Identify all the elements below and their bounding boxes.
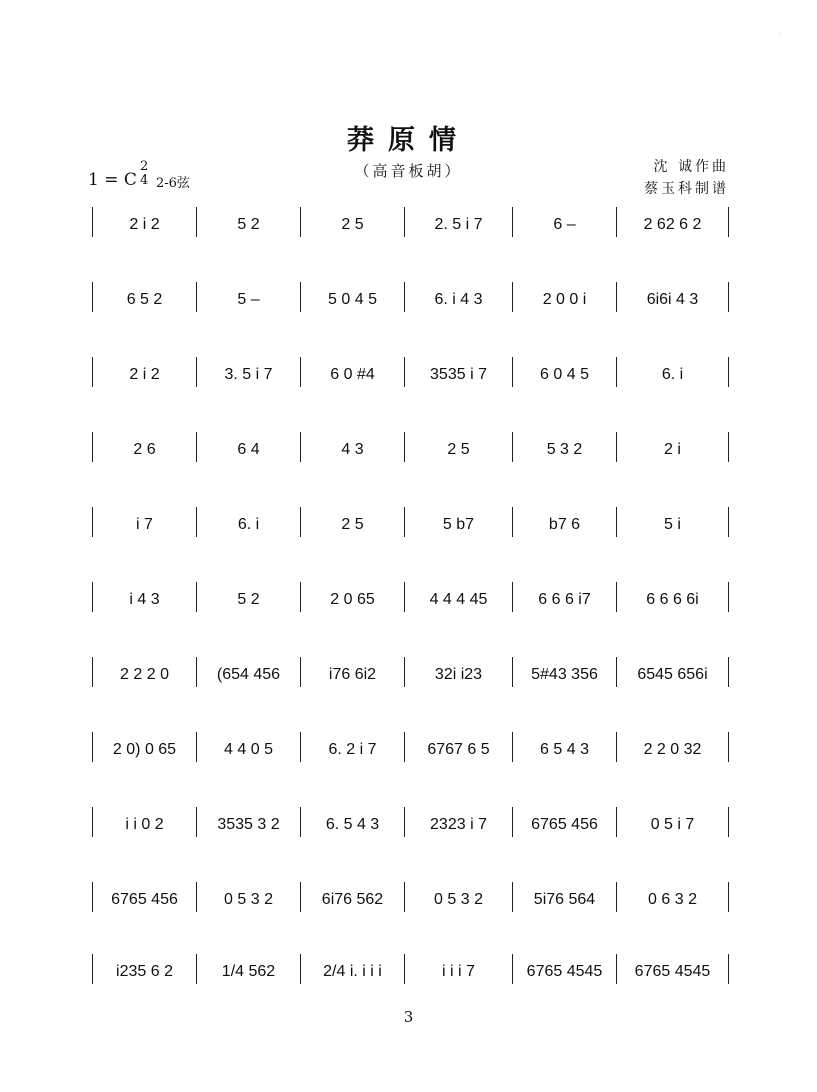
measure: [513, 505, 616, 545]
measure: [301, 205, 404, 245]
measure-notes: 6765 4545: [634, 963, 711, 980]
measure-notes: 0 5 3 2: [224, 891, 273, 908]
measure: [513, 880, 616, 920]
measure-notes: 6 0 4 5: [540, 366, 589, 383]
notation-row: [92, 580, 728, 620]
measure-notes: 2 5: [341, 216, 364, 233]
measure: [617, 355, 728, 395]
measure: [617, 805, 728, 845]
measure-notes: 6 4: [237, 441, 260, 458]
measure: [405, 205, 512, 245]
measure: [197, 805, 300, 845]
measure-notes: 5 i: [664, 516, 681, 533]
measure-notes: 2323 i 7: [430, 816, 487, 833]
notation-row: [92, 805, 728, 845]
measure: [93, 880, 196, 920]
barline: [728, 357, 729, 387]
notation-row: [92, 355, 728, 395]
measure: [197, 730, 300, 770]
measure-notes: 2 2 0 32: [643, 741, 702, 758]
measure-notes: 6. 5 4 3: [325, 816, 380, 833]
composer-credit: 沈 诚作曲: [653, 159, 729, 175]
measure-notes: 6765 456: [531, 816, 598, 833]
measure-notes: 5#43 356: [531, 666, 598, 683]
measure-notes: i 7: [136, 516, 153, 533]
measure: [301, 580, 404, 620]
measure: [197, 880, 300, 920]
measure: [513, 355, 616, 395]
measure: [197, 280, 300, 320]
measure: [617, 655, 728, 695]
measure-notes: 6767 6 5: [427, 741, 490, 758]
measure-notes: 2/4 i. i i i: [323, 963, 382, 980]
measure: [405, 505, 512, 545]
measure: [405, 280, 512, 320]
measure-notes: 2 i 2: [129, 366, 160, 383]
measure: [405, 655, 512, 695]
measure-notes: 5 2: [237, 591, 260, 608]
measure-notes: 6545 656i: [637, 666, 708, 683]
measure-notes: 6765 4545: [526, 963, 603, 980]
measure: [197, 505, 300, 545]
measure-notes: i235 6 2: [116, 963, 173, 980]
measure: [301, 952, 404, 992]
measure: [405, 580, 512, 620]
measure-notes: 5i76 564: [533, 891, 596, 908]
barline: [728, 954, 729, 984]
measure-notes: 5 –: [237, 291, 260, 308]
measure-notes: 0 5 i 7: [650, 816, 695, 833]
measure: [93, 580, 196, 620]
measure-notes: 2 i 2: [129, 216, 160, 233]
notation-row: [92, 205, 728, 245]
measure-notes: 4 3: [341, 441, 364, 458]
measure: [617, 952, 728, 992]
measure: [405, 880, 512, 920]
measure: [197, 655, 300, 695]
measure-notes: 6i76 562: [321, 891, 384, 908]
measure-notes: 5 b7: [442, 516, 475, 533]
measure: [93, 280, 196, 320]
measure: [197, 580, 300, 620]
measure: [93, 505, 196, 545]
measure: [405, 430, 512, 470]
measure-notes: 6 6 6 6i: [646, 591, 699, 608]
measure-notes: 6. i 4 3: [434, 291, 483, 308]
measure-notes: i76 6i2: [328, 666, 377, 683]
measure-notes: 6i6i 4 3: [646, 291, 699, 308]
notation-row: [92, 280, 728, 320]
measure: [197, 430, 300, 470]
measure-notes: 2 i: [664, 441, 681, 458]
measure-notes: 6. 2 i 7: [328, 741, 377, 758]
measure: [301, 730, 404, 770]
measure: [197, 952, 300, 992]
measure: [513, 280, 616, 320]
measure-notes: 4 4 0 5: [224, 741, 273, 758]
measure: [301, 805, 404, 845]
measure-notes: 1/4 562: [221, 963, 276, 980]
time-signature: [140, 160, 148, 188]
key-signature: 1 = C: [88, 170, 137, 190]
piece-title: 莽原情: [347, 125, 470, 156]
measure: [301, 355, 404, 395]
measure: [405, 952, 512, 992]
measure: [93, 430, 196, 470]
measure-notes: 3535 i 7: [430, 366, 487, 383]
barline: [728, 732, 729, 762]
measure: [405, 805, 512, 845]
measure-notes: 6 –: [553, 216, 576, 233]
measure-notes: b7 6: [548, 516, 581, 533]
measure-notes: 6765 456: [111, 891, 178, 908]
measure: [617, 505, 728, 545]
measure: [93, 355, 196, 395]
measure: [301, 280, 404, 320]
notation-row: [92, 880, 728, 920]
measure: [301, 430, 404, 470]
measure: [513, 655, 616, 695]
measure-notes: 0 6 3 2: [648, 891, 697, 908]
measure: [197, 205, 300, 245]
notation-row: [92, 505, 728, 545]
measure-notes: 5 3 2: [546, 441, 583, 458]
measure-notes: 6 5 2: [126, 291, 163, 308]
string-tuning: 2-6弦: [156, 176, 190, 191]
measure: [513, 952, 616, 992]
notation-row: [92, 430, 728, 470]
measure-notes: 2 5: [447, 441, 470, 458]
measure-notes: 2 62 6 2: [643, 216, 702, 233]
measure-notes: 2 6: [133, 441, 156, 458]
measure-notes: 2 0 65: [330, 591, 375, 608]
measure-notes: 5 0 4 5: [328, 291, 377, 308]
notation-row: [92, 952, 728, 992]
measure-notes: 2 5: [341, 516, 364, 533]
barline: [728, 282, 729, 312]
measure: [513, 430, 616, 470]
measure: [301, 655, 404, 695]
measure: [93, 952, 196, 992]
transcriber-credit: 蔡玉科制谱: [644, 181, 729, 197]
measure: [617, 280, 728, 320]
measure-notes: 3535 3 2: [217, 816, 280, 833]
measure: [93, 205, 196, 245]
measure-notes: 3. 5 i 7: [224, 366, 273, 383]
measure: [405, 355, 512, 395]
measure-notes: (654 456: [216, 666, 281, 683]
measure-notes: 6 0 #4: [330, 366, 375, 383]
measure: [93, 655, 196, 695]
measure: [513, 805, 616, 845]
measure: [301, 880, 404, 920]
measure-notes: 2 0) 0 65: [112, 741, 177, 758]
measure-notes: 4 4 4 45: [429, 591, 488, 608]
barline: [728, 207, 729, 237]
measure-notes: 2. 5 i 7: [434, 216, 483, 233]
page-number: 3: [403, 1008, 414, 1026]
measure-notes: i i 0 2: [125, 816, 164, 833]
barline: [728, 807, 729, 837]
measure: [617, 580, 728, 620]
time-signature-bottom: 4: [140, 173, 149, 188]
measure-notes: i i i 7: [442, 963, 475, 980]
measure: [617, 730, 728, 770]
measure-notes: 2 0 0 i: [542, 291, 587, 308]
barline: [728, 432, 729, 462]
measure: [513, 730, 616, 770]
measure-notes: 2 2 2 0: [120, 666, 169, 683]
measure: [513, 205, 616, 245]
measure-notes: 0 5 3 2: [434, 891, 483, 908]
barline: [728, 882, 729, 912]
measure-notes: 6 5 4 3: [540, 741, 589, 758]
measure: [93, 805, 196, 845]
measure: [93, 730, 196, 770]
notation-row: [92, 655, 728, 695]
measure-notes: 5 2: [237, 216, 260, 233]
measure-notes: 32i i23: [434, 666, 483, 683]
barline: [728, 582, 729, 612]
measure-notes: 6. i: [661, 366, 684, 383]
measure: [617, 205, 728, 245]
measure-notes: 6 6 6 i7: [538, 591, 591, 608]
measure: [301, 505, 404, 545]
barline: [728, 507, 729, 537]
measure: [617, 880, 728, 920]
measure: [513, 580, 616, 620]
measure-notes: i 4 3: [129, 591, 160, 608]
measure: [197, 355, 300, 395]
measure: [405, 730, 512, 770]
time-signature-top: 2: [140, 159, 149, 174]
notation-row: [92, 730, 728, 770]
instrument-subtitle: （高音板胡）: [354, 162, 463, 180]
measure-notes: 6. i: [237, 516, 260, 533]
measure: [617, 430, 728, 470]
corner-mark: ·: [778, 30, 781, 39]
barline: [728, 657, 729, 687]
